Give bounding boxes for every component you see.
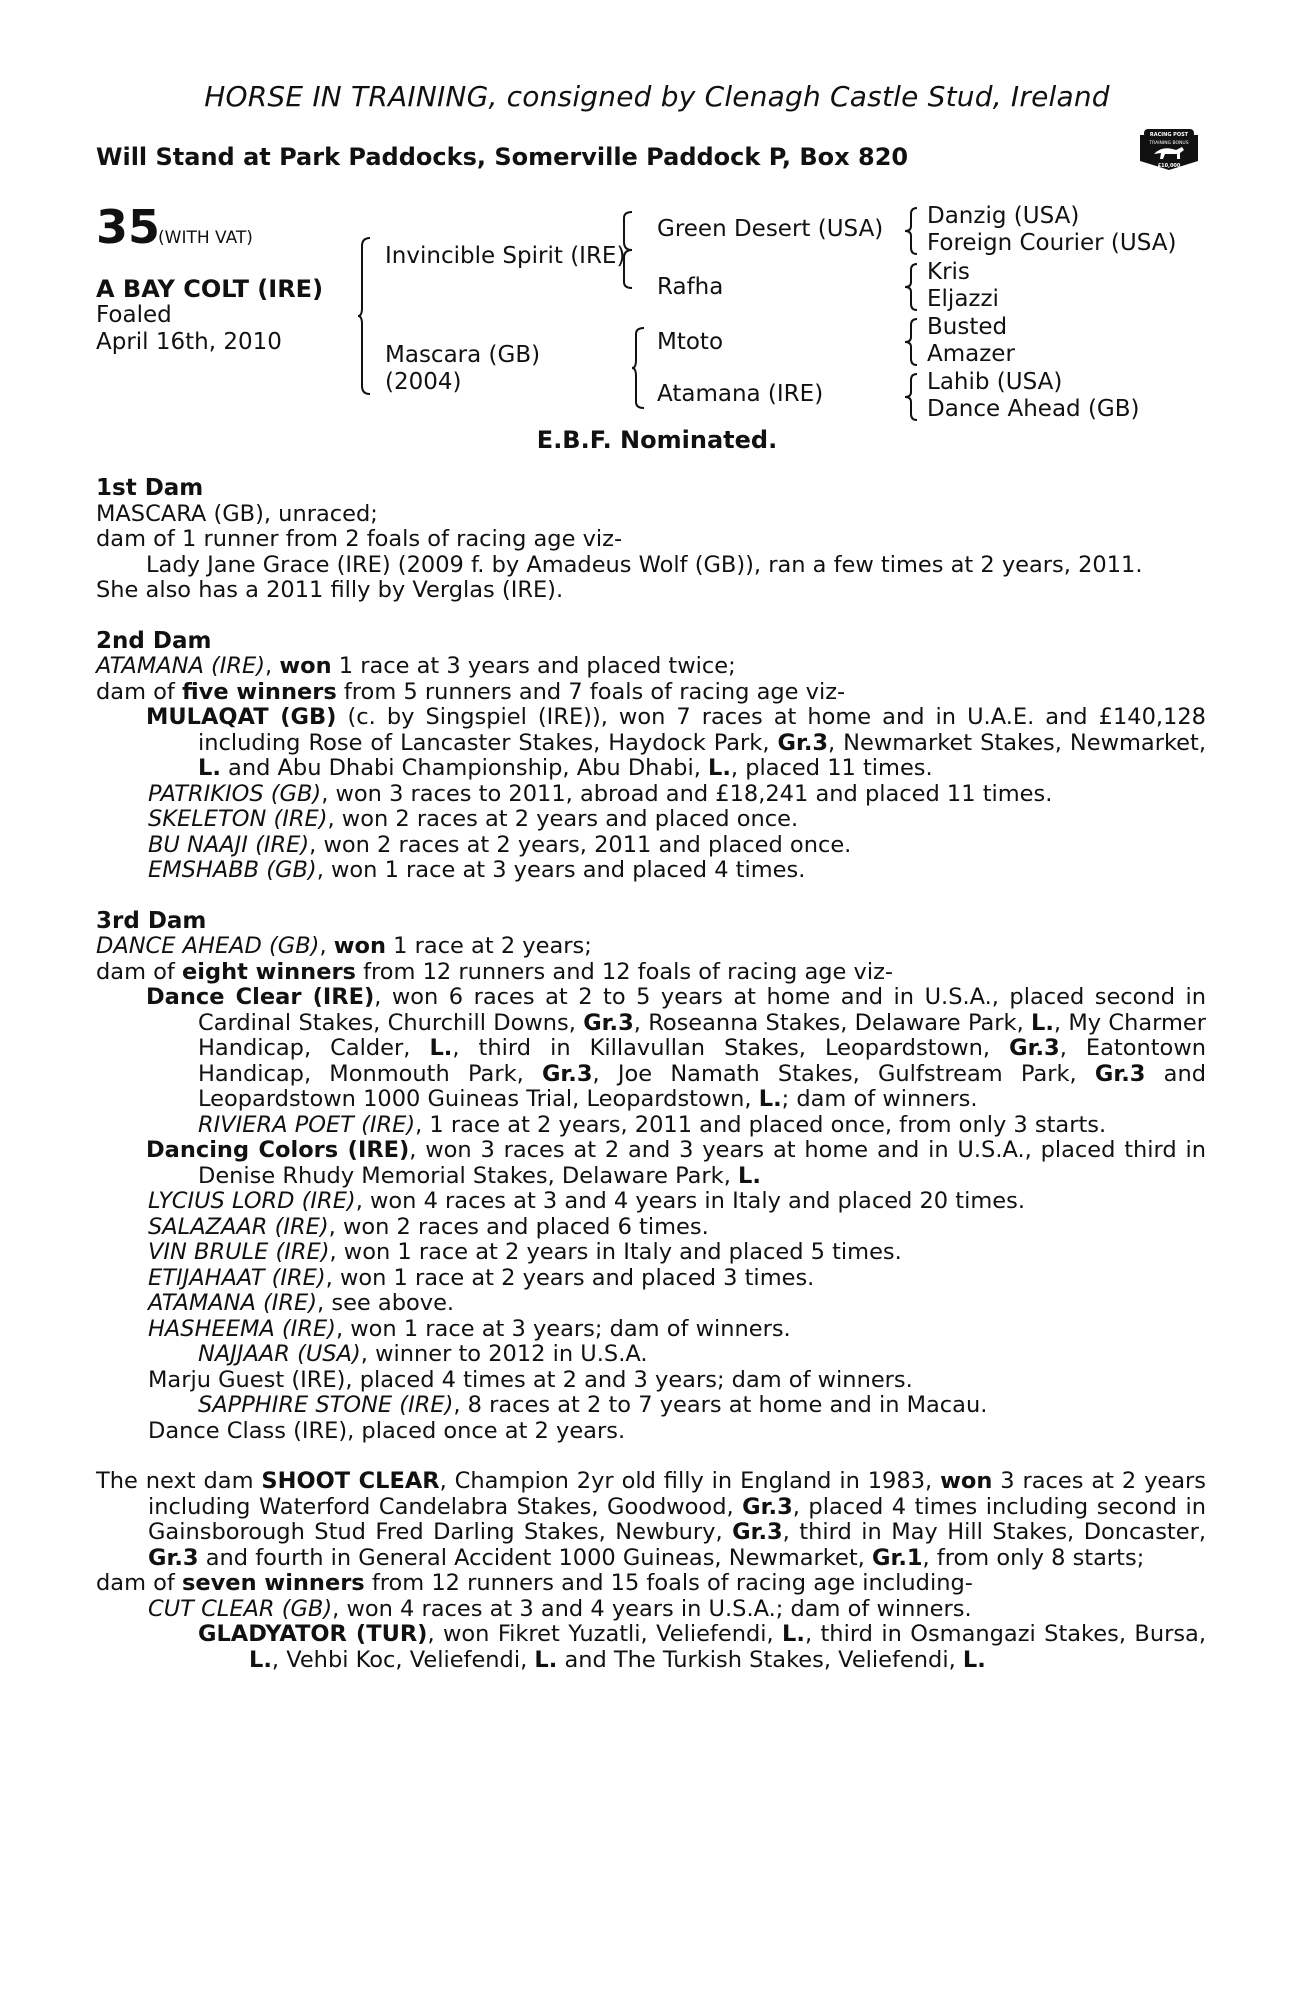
pedigree-gen3-3: Kris xyxy=(927,259,970,285)
first-dam-progeny: Lady Jane Grace (IRE) (2009 f. by Amadeus Wolf (GB)), ran a few times at 2 years, 2011. xyxy=(146,551,1143,578)
pedigree-dam-dam: Atamana (IRE) xyxy=(657,381,824,407)
ebf-nominated: E.B.F. Nominated. xyxy=(536,426,778,454)
pedigree-brace-dd xyxy=(905,372,921,422)
progeny-lycius-lord: LYCIUS LORD (IRE), won 4 races at 3 and 4 years in Italy and placed 20 times. xyxy=(148,1188,1025,1214)
progeny-sapphire-stone: SAPPHIRE STONE (IRE), 8 races at 2 to 7 years at home and in Macau. xyxy=(198,1392,988,1418)
lot-vat-note: (WITH VAT) xyxy=(158,228,253,248)
progeny-patrikios: PATRIKIOS (GB), won 3 races to 2011, abroad and £18,241 and placed 11 times. xyxy=(148,780,1053,807)
next-dam-produce: dam of seven winners from 12 runners and 15 foals of racing age including- xyxy=(96,1570,973,1596)
pedigree-dam-sire: Mtoto xyxy=(657,329,724,355)
progeny-marju-guest: Marju Guest (IRE), placed 4 times at 2 and 3 years; dam of winners. xyxy=(148,1366,913,1393)
second-dam-name: ATAMANA (IRE) xyxy=(96,653,266,679)
pedigree-gen3-8: Dance Ahead (GB) xyxy=(927,396,1140,422)
progeny-gladyator: GLADYATOR (TUR), won Fikret Yuzatli, Veliefendi, L., third in Osmangazi Stakes, Bursa, L., Vehbi Koc, Veliefendi, L. and The Turkish Stakes, Veliefendi, L. xyxy=(198,1621,1207,1673)
third-dam-produce: dam of eight winners from 12 runners and 12 foals of racing age viz- xyxy=(96,958,894,985)
stand-location: Will Stand at Park Paddocks, Somerville Paddock P, Box 820 xyxy=(96,143,909,171)
pedigree-brace-dam xyxy=(632,326,648,410)
progeny-najjaar: NAJJAAR (USA), winner to 2012 in U.S.A. xyxy=(198,1341,648,1367)
progeny-vin-brule: VIN BRULE (IRE), won 1 race at 2 years in Italy and placed 5 times. xyxy=(148,1239,902,1265)
pedigree-gen3-5: Busted xyxy=(927,314,1008,340)
pedigree-gen3-2: Foreign Courier (USA) xyxy=(927,230,1177,256)
progeny-skeleton: SKELETON (IRE), won 2 races at 2 years and placed once. xyxy=(148,806,799,832)
third-dam-line: DANCE AHEAD (GB), won 1 race at 2 years; xyxy=(96,933,592,959)
pedigree-gen3-4: Eljazzi xyxy=(927,286,999,312)
progeny-dancing-colors: Dancing Colors (IRE), won 3 races at 2 and 3 years at home and in U.S.A., placed third in Denise Rhudy Memorial Stakes, Delaware Park, L. xyxy=(146,1137,1206,1189)
training-bonus-logo xyxy=(1138,127,1200,171)
progeny-mulaqat: MULAQAT (GB) (c. by Singspiel (IRE)), won 7 races at home and in U.A.E. and £140,128 including Rose of Lancaster Stakes, Haydock Park, Gr.3, Newmarket Stakes, Newmarket, L. and Abu Dhabi Championship, Abu Dhabi, L., placed 11 times. xyxy=(146,704,1206,781)
first-dam-line: MASCARA (GB), unraced; xyxy=(96,500,378,527)
pedigree-sire: Invincible Spirit (IRE) xyxy=(385,243,626,269)
progeny-atamana: ATAMANA (IRE), see above. xyxy=(148,1290,455,1316)
progeny-hasheema: HASHEEMA (IRE), won 1 race at 3 years; dam of winners. xyxy=(148,1315,791,1342)
second-dam-produce: dam of five winners from 5 runners and 7 foals of racing age viz- xyxy=(96,678,846,705)
lot-description: A BAY COLT (IRE) xyxy=(96,275,324,303)
badge-amount-text: £10,000 xyxy=(1157,163,1181,169)
first-dam-note: She also has a 2011 filly by Verglas (IRE). xyxy=(96,577,564,603)
badge-mid-text: TRAINING BONUS xyxy=(1149,141,1189,146)
pedigree-brace-ss xyxy=(905,206,921,256)
next-dam-paragraph: The next dam SHOOT CLEAR, Champion 2yr old filly in England in 1983, won 3 races at 2 years including Waterford Candelabra Stakes, Goodwood, Gr.3, placed 4 times including second in Gainsborough Stud Fred Darling Stakes, Newbury, Gr.3, third in May Hill Stakes, Doncaster, Gr.3 and fourth in General Accident 1000 Guineas, Newmarket, Gr.1, from only 8 starts; xyxy=(96,1468,1206,1571)
foaled-date: April 16th, 2010 xyxy=(96,329,282,355)
progeny-riviera-poet: RIVIERA POET (IRE), 1 race at 2 years, 2011 and placed once, from only 3 starts. xyxy=(198,1111,1107,1138)
first-dam-produce: dam of 1 runner from 2 foals of racing age viz- xyxy=(96,526,623,552)
pedigree-sire-dam: Rafha xyxy=(657,274,724,300)
second-dam-heading: 2nd Dam xyxy=(96,627,212,654)
foaled-label: Foaled xyxy=(96,302,172,328)
progeny-bu-naaji: BU NAAJI (IRE), won 2 races at 2 years, 2011 and placed once. xyxy=(148,831,852,858)
catalogue-body xyxy=(96,476,1206,1673)
progeny-dance-class: Dance Class (IRE), placed once at 2 years. xyxy=(148,1417,626,1444)
page-title: HORSE IN TRAINING, consigned by Clenagh Castle Stud, Ireland xyxy=(204,80,1110,113)
progeny-salazaar: SALAZAAR (IRE), won 2 races and placed 6 times. xyxy=(148,1213,709,1240)
lot-number: 35 xyxy=(96,200,161,254)
pedigree-dam-year: (2004) xyxy=(385,369,462,395)
progeny-dance-clear: Dance Clear (IRE), won 6 races at 2 to 5 years at home and in U.S.A., placed second in Cardinal Stakes, Churchill Downs, Gr.3, Roseanna Stakes, Delaware Park, L., My Charmer Handicap, Calder, L., third in Killavullan Stakes, Leopardstown, Gr.3, Eatontown Handicap, Monmouth Park, Gr.3, Joe Namath Stakes, Gulfstream Park, Gr.3 and Leopardstown 1000 Guineas Trial, Leopardstown, L.; dam of winners. xyxy=(146,984,1206,1112)
pedigree-brace-gen1 xyxy=(358,236,374,396)
pedigree-brace-sd xyxy=(905,262,921,312)
first-dam-heading: 1st Dam xyxy=(96,475,204,501)
pedigree-gen3-6: Amazer xyxy=(927,341,1015,367)
pedigree-gen3-7: Lahib (USA) xyxy=(927,369,1063,395)
next-dam-name: SHOOT CLEAR xyxy=(261,1468,440,1494)
second-dam-line: ATAMANA (IRE), won 1 race at 3 years and placed twice; xyxy=(96,653,736,679)
progeny-cut-clear: CUT CLEAR (GB), won 4 races at 3 and 4 years in U.S.A.; dam of winners. xyxy=(148,1595,972,1622)
pedigree-dam: Mascara (GB) xyxy=(385,342,541,368)
pedigree-sire-sire: Green Desert (USA) xyxy=(657,216,884,242)
third-dam-name: DANCE AHEAD (GB) xyxy=(96,933,320,959)
pedigree-brace-ds xyxy=(905,317,921,367)
pedigree-gen3-1: Danzig (USA) xyxy=(927,203,1080,229)
progeny-emshabb: EMSHABB (GB), won 1 race at 3 years and placed 4 times. xyxy=(148,857,806,883)
badge-top-text: RACING POST xyxy=(1149,132,1189,138)
third-dam-heading: 3rd Dam xyxy=(96,907,207,934)
progeny-etijahaat: ETIJAHAAT (IRE), won 1 race at 2 years and placed 3 times. xyxy=(148,1264,815,1291)
